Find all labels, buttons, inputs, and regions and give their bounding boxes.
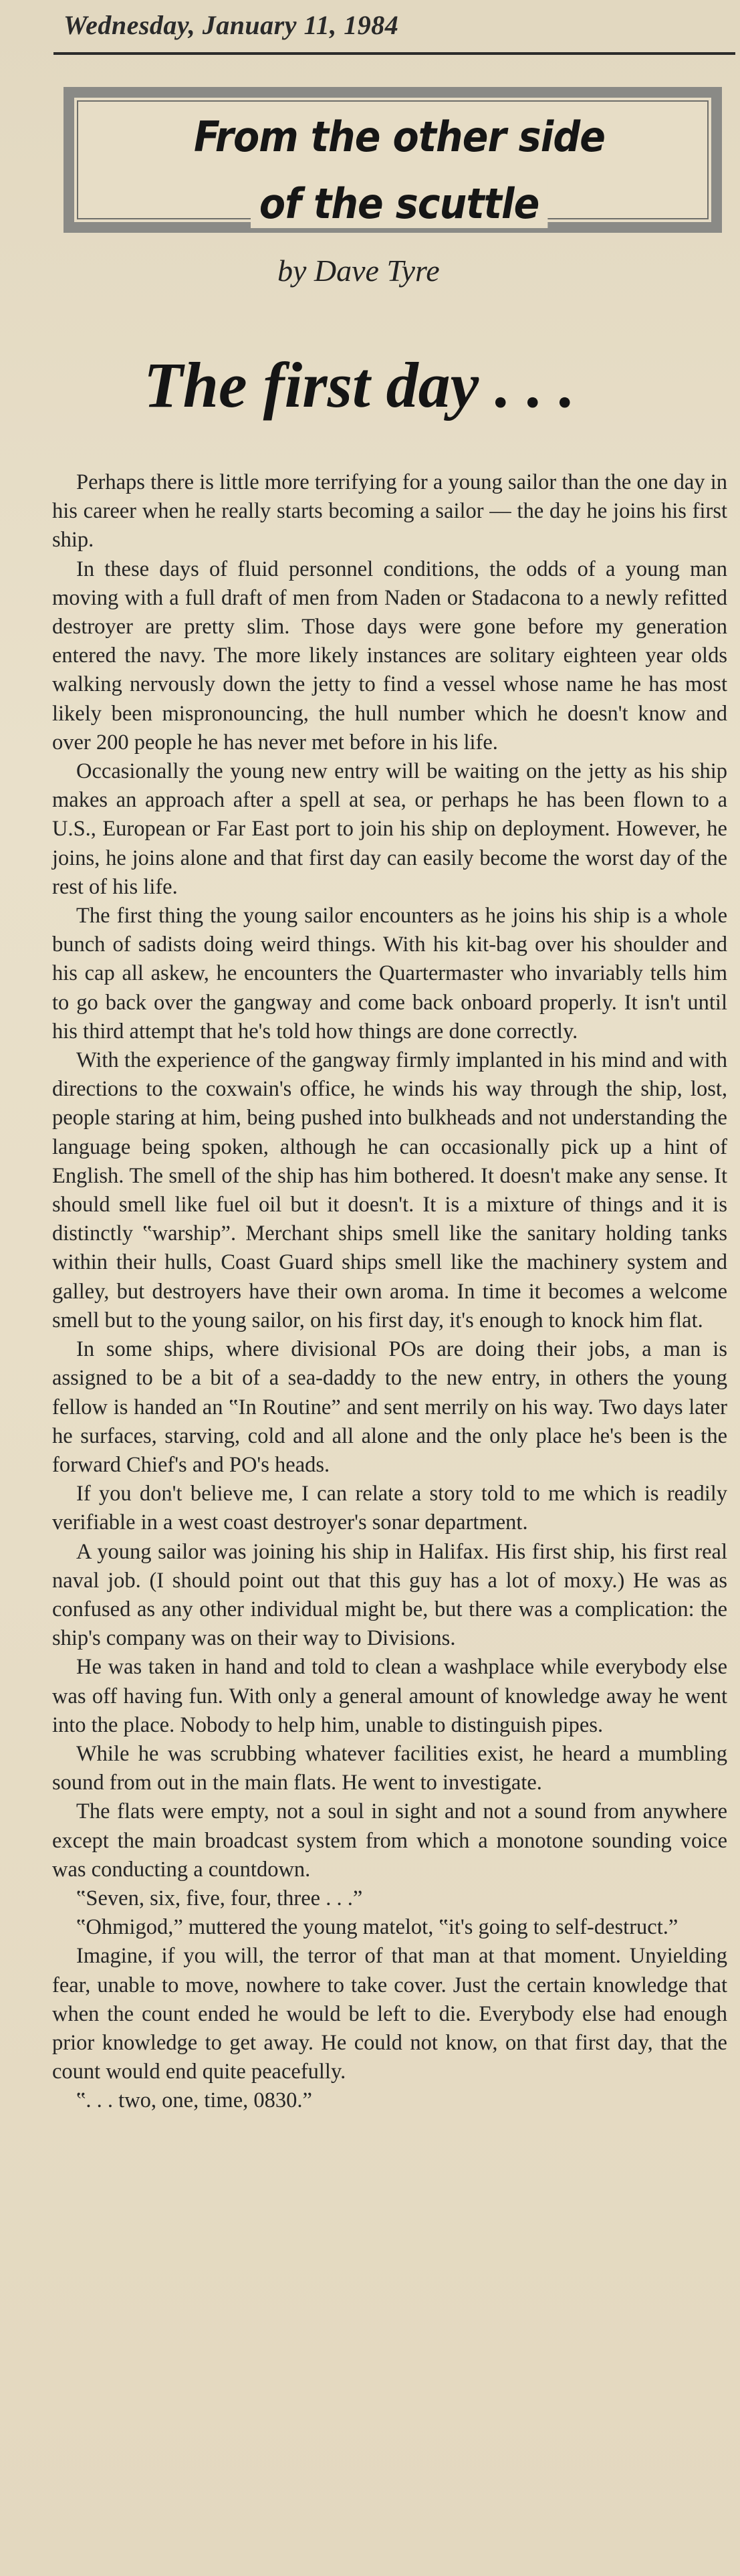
paragraph: ‟. . . two, one, time, 0830.” [76, 2088, 312, 2113]
paragraph: ‟Ohmigod,” muttered the young matelot, ‟it's going to self-destruct.” [76, 1915, 679, 1940]
top-rule [53, 52, 735, 55]
paragraph: The first thing the young sailor encounters as he joins his ship is a whole bunch of sadists doing weird things. With his kit-bag over his shoulder and his cap all askew, he encounters the Quartermaster who invariably tells him to go back over the gangway and come back onboard properly. It isn't until his third attempt that he's told how things are done correctly. [52, 904, 727, 1044]
column-title-line2: of the scuttle [251, 179, 547, 228]
paragraph: Perhaps there is little more terrifying for a young sailor than the one day in his career when he really starts becoming a sailor — the day he joins his first ship. [52, 470, 727, 553]
dateline: Wednesday, January 11, 1984 [64, 10, 399, 40]
paragraph: A young sailor was joining his ship in Halifax. His first ship, his first real naval job. (I should point out that this guy has a lot of moxy.) He was as confused as any other individual might be, but there was a complication: the ship's company was on their way to Divisions. [52, 1539, 727, 1651]
paragraph: ‟Seven, six, five, four, three . . .” [76, 1886, 363, 1910]
byline: by Dave Tyre [277, 254, 440, 288]
article-body [52, 468, 727, 2116]
paragraph: Occasionally the young new entry will be waiting on the jetty as his ship makes an approach after a spell at sea, or perhaps he has been flown to a U.S., European or Far East port to join his ship on deployment. However, he joins, he joins alone and that first day can easily become the worst day of the rest of his life. [52, 759, 727, 899]
paragraph: The flats were empty, not a soul in sight and not a sound from anywhere except the main broadcast system from which a monotone sounding voice was conducting a countdown. [52, 1799, 727, 1882]
paragraph: In some ships, where divisional POs are doing their jobs, a man is assigned to be a bit of a sea-daddy to the new entry, in others the young fellow is handed an ‟In Routine” and sent merrily on his way. Two days later he surfaces, starving, cold and all alone and the only place he's been is the forward Chief's and PO's heads. [52, 1337, 727, 1477]
paragraph: While he was scrubbing whatever facilities exist, he heard a mumbling sound from out in the main flats. He went to investigate. [52, 1741, 727, 1795]
paragraph: He was taken in hand and told to clean a washplace while everybody else was off having fun. With only a general amount of knowledge away he went into the place. Nobody to help him, unable to distinguish pipes. [52, 1655, 727, 1737]
paragraph: In these days of fluid personnel conditions, the odds of a young man moving with a full draft of men from Naden or Stadacona to a newly refitted destroyer are pretty slim. Those days were gone before my generation entered the navy. The more likely instances are solitary eighteen year olds walking nervously down the jetty to find a vessel whose name he has most likely been mispronouncing, the hull number which he doesn't know and over 200 people he has never met before in his life. [52, 557, 727, 755]
headline: The first day . . . [144, 349, 576, 421]
paragraph: With the experience of the gangway firmly implanted in his mind and with directions to the coxwain's office, he winds his way through the ship, lost, people staring at him, being pushed into bulkheads and not understanding the language being spoken, although he can occasionally pick up a hint of English. The smell of the ship has him bothered. It doesn't make any sense. It should smell like fuel oil but it doesn't. It is a mixture of things and it is distinctly ‟warship”. Merchant ships smell like the sanitary holding tanks within their hulls, Coast Guard ships smell like the machinery system and galley, but destroyers have their own aroma. In time it becomes a welcome smell but to the young sailor, on his first day, it's enough to knock him flat. [52, 1048, 727, 1332]
paragraph: Imagine, if you will, the terror of that man at that moment. Unyielding fear, unable to move, nowhere to take cover. Just the certain knowledge that when the count ended he would be left to die. Everybody else had enough prior knowledge to get away. He could not know, on that first day, that the count would end quite peacefully. [52, 1944, 727, 2084]
paragraph: If you don't believe me, I can relate a story told to me which is readily verifiable in a west coast destroyer's sonar department. [52, 1482, 727, 1535]
column-title-line1: From the other side [194, 112, 606, 161]
